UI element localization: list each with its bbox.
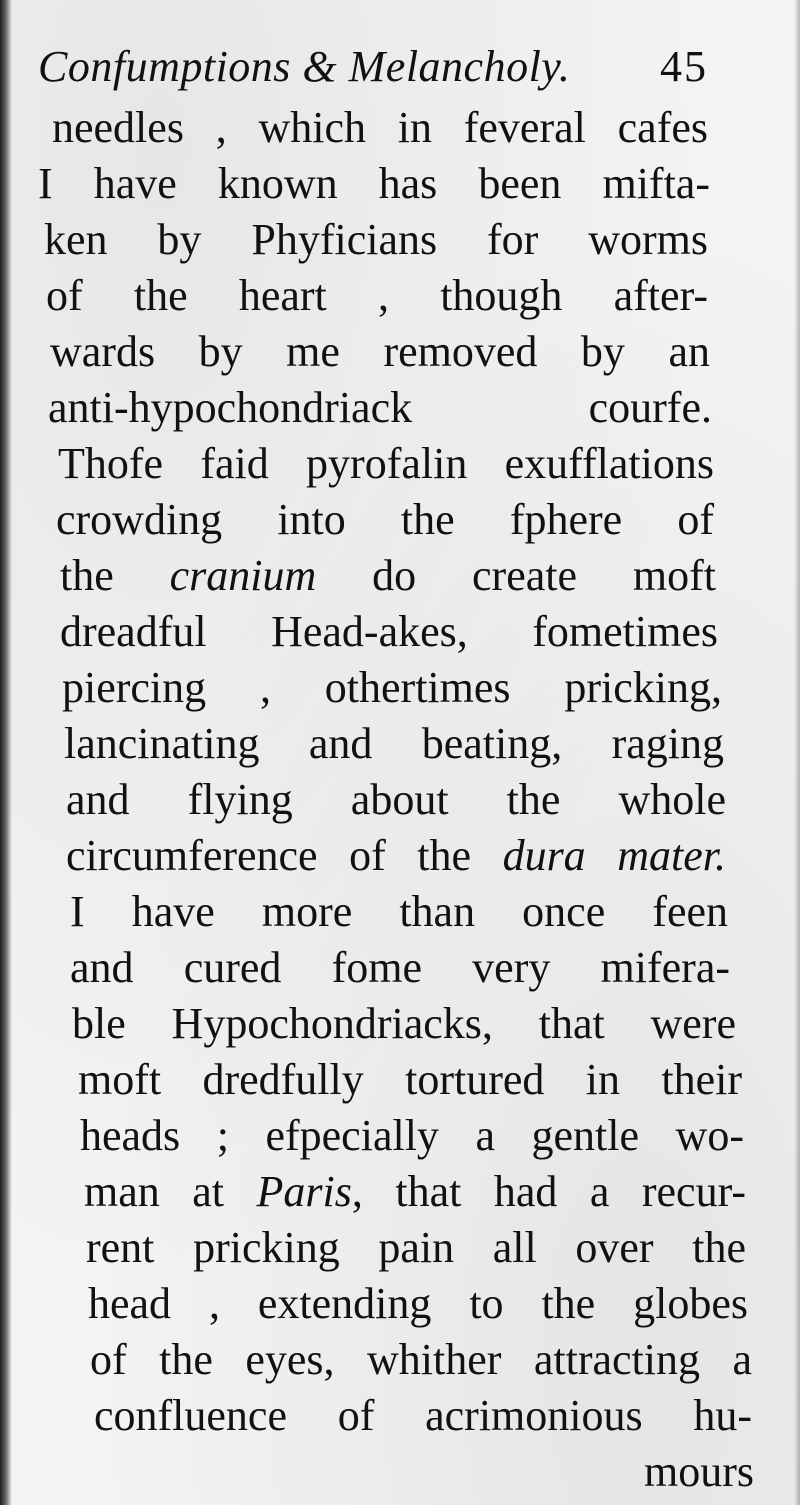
text-line (52, 100, 708, 156)
text-segment: circumference of the (66, 831, 503, 880)
text-line (90, 1332, 752, 1388)
text-segment: heads ; efpecially a gentle wo- (80, 1111, 744, 1160)
text-segment: lancinating and beating, raging (64, 719, 724, 768)
text-line (44, 212, 708, 268)
text-segment: confluence of acrimonious hu- (94, 1391, 752, 1440)
text-segment: ble Hypochondriacks, that were (72, 999, 736, 1048)
text-segment: needles , which in feveral cafes (52, 103, 708, 152)
text-line (70, 884, 728, 940)
text-segment: man at (84, 1167, 257, 1216)
text-segment: mours (644, 1447, 754, 1496)
running-title: Confumptions & Melancholy. (38, 42, 571, 91)
text-segment: and cured fome very mifera- (70, 943, 730, 992)
text-line (58, 436, 714, 492)
text-line (72, 996, 736, 1052)
text-line (56, 492, 714, 548)
text-line (86, 1220, 746, 1276)
text-line (60, 548, 716, 604)
text-segment: anti-hypochondriack courfe. (48, 383, 712, 432)
text-line (80, 1108, 744, 1164)
text-segment: of the eyes, whither attracting a (90, 1335, 752, 1384)
page-edge-shadow (794, 0, 800, 1505)
text-line (60, 604, 718, 660)
text-segment: the (60, 551, 170, 600)
text-line (70, 940, 730, 996)
text-segment: of the heart , though after- (46, 271, 708, 320)
text-line (66, 828, 726, 884)
text-segment: rent pricking pain all over the (86, 1223, 746, 1272)
text-segment: Thofe faid pyrofalin exufflations (58, 439, 714, 488)
text-segment: piercing , othertimes pricking, (62, 663, 722, 712)
text-segment: dreadful Head-akes, fometimes (60, 607, 718, 656)
page-header (38, 42, 708, 92)
text-segment: do create moft (316, 551, 716, 600)
text-segment: I have known has been mifta- (38, 159, 710, 208)
text-line (84, 1164, 746, 1220)
text-segment: ken by Phyficians for worms (44, 215, 708, 264)
text-line (38, 156, 710, 212)
text-segment: head , extending to the globes (88, 1279, 748, 1328)
text-segment-italic: Paris (256, 1167, 352, 1216)
text-segment: moft dredfully tortured in their (78, 1055, 742, 1104)
catchword (94, 1444, 754, 1500)
text-line (88, 1276, 748, 1332)
text-segment: , that had a recur- (351, 1167, 746, 1216)
text-line (62, 660, 722, 716)
text-line (50, 324, 710, 380)
text-line (64, 716, 724, 772)
text-line (46, 268, 708, 324)
text-line (94, 1388, 752, 1444)
text-line (78, 1052, 742, 1108)
text-segment: and flying about the whole (66, 775, 726, 824)
page-number: 45 (660, 42, 708, 91)
page-binding-shadow (0, 0, 12, 1505)
text-segment-italic: cranium (169, 551, 317, 600)
text-segment: wards by me removed by an (50, 327, 710, 376)
text-line (48, 380, 712, 436)
text-segment: crowding into the fphere of (56, 495, 714, 544)
text-segment: I have more than once feen (70, 887, 728, 936)
text-segment-italic: dura mater. (502, 831, 726, 880)
text-line (66, 772, 726, 828)
